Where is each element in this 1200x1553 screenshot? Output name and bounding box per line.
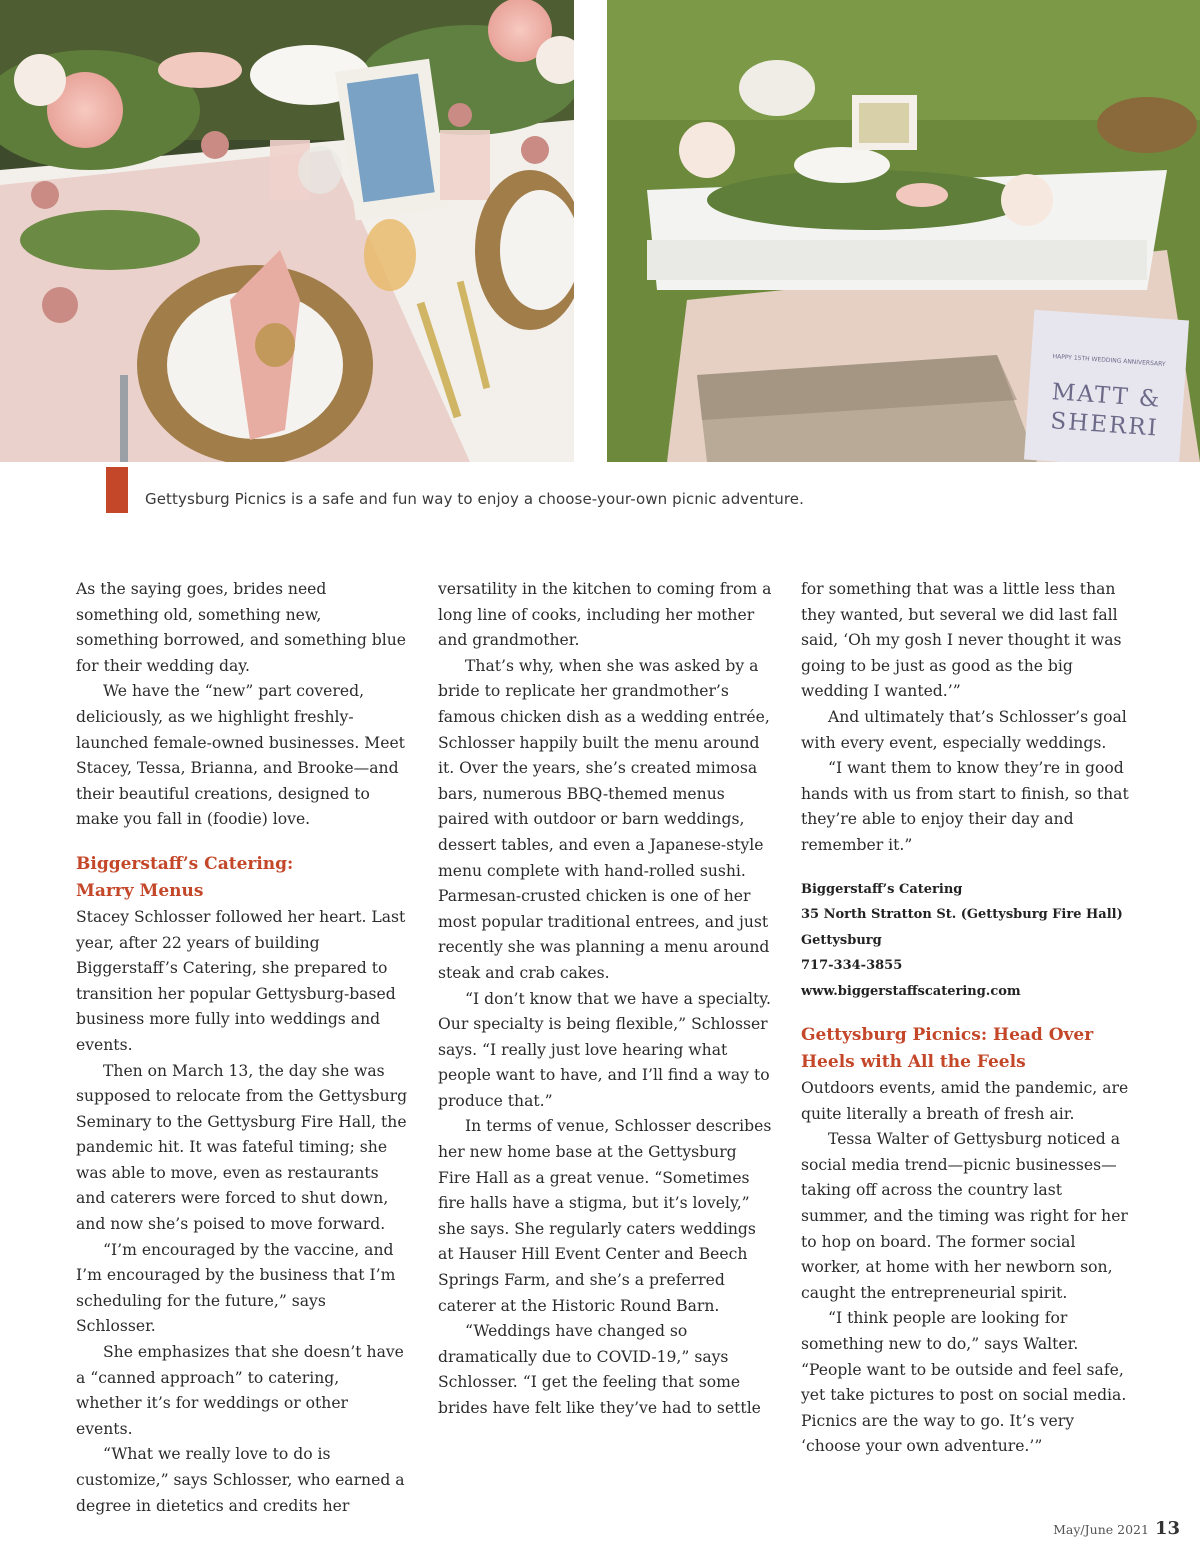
paragraph: We have the “new” part covered, deliciously, as we highlight freshly-launched female-owned businesses. Meet Stacey, Tessa, Brianna, and Brooke—and their beautiful creations, designed to make you fall in (foodie) love. <box>76 682 405 829</box>
photo-caption: Gettysburg Picnics is a safe and fun way to enjoy a choose-your-own picnic adventure. <box>145 490 804 508</box>
business-city: Gettysburg <box>801 932 882 948</box>
paragraph: Outdoors events, amid the pandemic, are quite literally a breath of fresh air. <box>801 1079 1129 1123</box>
sign-small-text: HAPPY 15TH WEDDING ANNIVERSARY <box>1052 353 1166 369</box>
section-heading-biggerstaffs <box>76 851 408 905</box>
photo-picnic-setup-lawn <box>607 0 1200 462</box>
photo-picnic-table-closeup <box>0 0 574 462</box>
business-name: Biggerstaff’s Catering <box>801 881 963 897</box>
paragraph: “Weddings have changed so dramatically due to COVID-19,” says Schlosser. “I get the feeling that some brides have felt like they’ve had to settle <box>438 1322 761 1417</box>
paragraph: versatility in the kitchen to coming from a long line of cooks, including her mother and grandmother. <box>438 580 772 650</box>
heading-line: Marry Menus <box>76 880 204 901</box>
paragraph: “I want them to know they’re in good hands with us from start to finish, so that they’re able to enjoy their day and remember it.” <box>801 759 1129 854</box>
heading-line: Heels with All the Feels <box>801 1052 1026 1073</box>
paragraph: That’s why, when she was asked by a bride to replicate her grandmother’s famous chicken dish as a wedding entrée, Schlosser happily built the menu around it. Over the years, she’s created mimosa bars, numerous BBQ-themed menus paired with outdoor or barn weddings, dessert tables, and even a Japanese-style menu complete with hand-rolled sushi. Parmesan-crusted chicken is one of her most popular traditional entrees, and just recently she was planning a menu around steak and crab cakes. <box>438 656 770 982</box>
article-column-1 <box>76 577 408 1519</box>
paragraph: “What we really love to do is customize,” says Schlosser, who earned a degree in dietetics and credits her <box>76 1445 405 1515</box>
picnic-lawn-illustration <box>607 0 1200 462</box>
paragraph: Stacey Schlosser followed her heart. Last year, after 22 years of building Biggerstaff’s Catering, she prepared to transition her popular Gettysburg-based business more fully into weddings and events. <box>76 907 406 1054</box>
issue-date: May/June 2021 <box>1053 1522 1149 1537</box>
paragraph: “I don’t know that we have a specialty. Our specialty is being flexible,” Schlosser says. “I really just love hearing what people want to have, and I’ll find a way to produce that.” <box>438 989 771 1110</box>
paragraph: As the saying goes, brides need something old, something new, something borrowed, and something blue for their wedding day. <box>76 580 407 675</box>
paragraph: In terms of venue, Schlosser describes her new home base at the Gettysburg Fire Hall as a great venue. “Sometimes fire halls have a stigma, but it’s lovely,” she says. She regularly caters weddings at Hauser Hill Event Center and Beech Springs Farm, and she’s a preferred caterer at the Historic Round Barn. <box>438 1117 772 1315</box>
paragraph: for something that was a little less than they wanted, but several we did last fall said, ‘Oh my gosh I never thought it was going to be just as good as the big wedding I wanted.’” <box>801 580 1122 701</box>
page-number: 13 <box>1154 1518 1180 1539</box>
article-column-3 <box>801 577 1133 1460</box>
paragraph: Then on March 13, the day she was supposed to relocate from the Gettysburg Seminary to the Gettysburg Fire Hall, the pandemic hit. It was fateful timing; she was able to move, even as restaurants and caterers were forced to shut down, and now she’s poised to move forward. <box>76 1061 408 1234</box>
paragraph: She emphasizes that she doesn’t have a “canned approach” to catering, whether it’s for weddings or other events. <box>76 1343 404 1438</box>
business-website[interactable]: www.biggerstaffscatering.com <box>801 983 1021 999</box>
section-heading-gettysburg-picnics <box>801 1022 1133 1076</box>
page-folio <box>1053 1518 1180 1539</box>
paragraph: And ultimately that’s Schlosser’s goal with every event, especially weddings. <box>801 707 1127 752</box>
heading-line: Gettysburg Picnics: Head Over <box>801 1025 1094 1046</box>
business-phone: 717-334-3855 <box>801 958 903 974</box>
sign-names-line2: SHERRI <box>1049 408 1160 442</box>
picnic-table-illustration <box>0 0 574 462</box>
paragraph: Tessa Walter of Gettysburg noticed a social media trend—picnic businesses—taking off across the country last summer, and the timing was right for her to hop on board. The former social worker, at home with her newborn son, caught the entrepreneurial spirit. <box>801 1130 1128 1302</box>
business-contact-block <box>801 877 1133 1005</box>
paragraph: “I think people are looking for something new to do,” says Walter. “People want to be outside and feel safe, yet take pictures to post on social media. Picnics are the way to go. It’s very ‘choose your own adventure.’” <box>801 1309 1127 1456</box>
heading-line: Biggerstaff’s Catering: <box>76 853 294 874</box>
business-address: 35 North Stratton St. (Gettysburg Fire Hall) <box>801 907 1123 923</box>
sign-names-line1: MATT & <box>1050 379 1163 413</box>
caption-accent-bar <box>106 467 128 513</box>
paragraph: “I’m encouraged by the vaccine, and I’m encouraged by the business that I’m scheduling for the future,” says Schlosser. <box>76 1240 396 1336</box>
article-column-2 <box>438 577 774 1422</box>
